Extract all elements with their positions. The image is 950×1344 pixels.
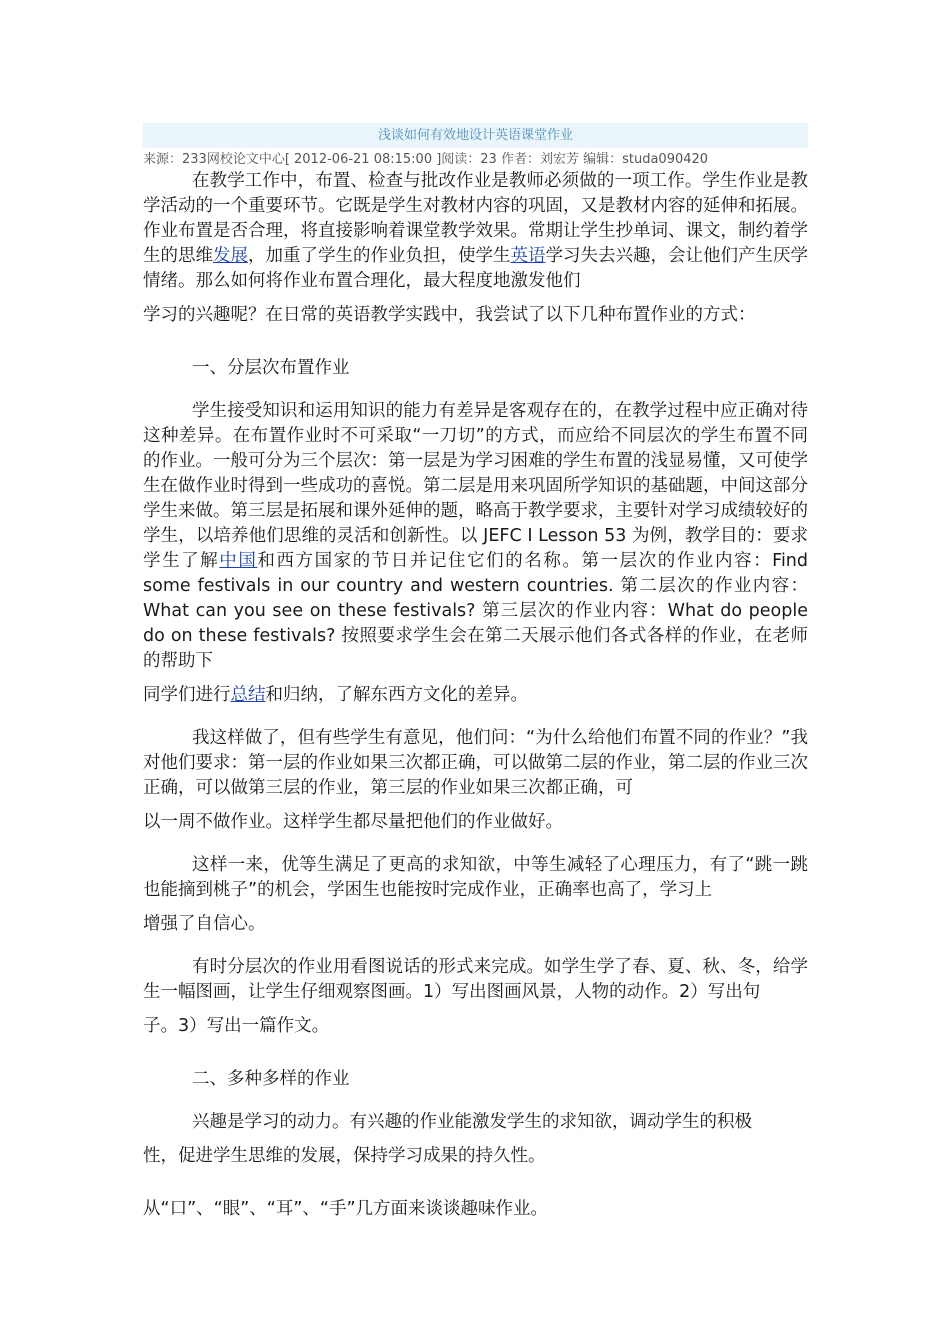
paragraph-results-tail: 增强了自信心。 [143,914,266,934]
paragraph-interest-tail: 性，促进学生思维的发展，保持学习成果的持久性。 [143,1146,546,1166]
paragraph-interest: 兴趣是学习的动力。有兴趣的作业能激发学生的求知欲，调动学生的积极 [192,1112,752,1132]
heading-layered-homework: 一、分层次布置作业 [192,358,350,378]
article-meta: 来源：233网校论文中心[ 2012-06-21 08:15:00 ]阅读：23 作者：刘宏芳 编辑：studa090420 [143,152,709,167]
heading-varied-homework: 二、多种多样的作业 [192,1069,350,1089]
text-span: 和归纳，了解东西方文化的差异。 [265,685,528,705]
text-span: ，加重了学生的作业负担，使学生 [248,246,511,266]
paragraph-layers-tail [143,683,808,708]
paragraph-intro-tail: 学习的兴趣呢？在日常的英语教学实践中，我尝试了以下几种布置作业的方式： [143,305,756,325]
paragraph-intro [143,169,808,294]
link-yingyu[interactable]: 英语 [510,246,546,266]
article-title: 浅谈如何有效地设计英语课堂作业 [143,123,808,148]
paragraph-student-opinion-tail: 以一周不做作业。这样学生都尽量把他们的作业做好。 [143,812,563,832]
paragraph-picture-talk: 有时分层次的作业用看图说话的形式来完成。如学生学了春、夏、秋、冬，给学生一幅图画，让学生仔细观察图画。1）写出图画风景，人物的动作。2）写出句 [143,957,808,1002]
paragraph-senses: 从“口”、“眼”、“耳”、“手”几方面来谈谈趣味作业。 [143,1199,549,1219]
text-span: 在教学工作中，布置、检查与批改作业是教师必须做的一项工作。学生作业是教学活动的一个重要环节。它既是学生对教材内容的巩固，又是教材内容的延伸和拓展。作业布置是否合理，将直接影响着课堂教学效果。常期让学生抄单词、课文，制约着学生的思维 [143,171,808,266]
text-span: 学习失去兴趣，会让他们产生厌学情绪。那么如何将作业布置合理化，最大程度地激发他们 [143,246,808,291]
text-span: 学生接受知识和运用知识的能力有差异是客观存在的，在教学过程中应正确对待这种差异。在布置作业时不可采取“一刀切”的方式，而应给不同层次的学生布置不同的作业。一般可分为三个层次：第一层是为学习困难的学生布置的浅显易懂，又可使学生在做作业时得到一些成功的喜悦。第二层是用来巩固所学知识的基础题，中间这部分学生来做。第三层是拓展和课外延伸的题，略高于教学要求，主要针对学习成绩较好的学生，以培养他们思维的灵活和创新性。以 JEFC I Lesson 53 为例，教学目的：要求学生了解 [143,401,808,571]
link-zhongguo[interactable]: 中国 [219,551,258,571]
text-span: 同学们进行 [143,685,231,705]
paragraph-layers [143,399,808,674]
text-span: 和西方国家的节日并记住它们的名称。第一层次的作业内容：Find some festivals in our country and western countries. 第二层次的作业内容：What can you see on these festivals? 第三层次的作业内容：What do people do on these festivals? 按照要求学生会在第二天展示他们各式各样的作业，在老师的帮助下 [143,551,809,671]
link-zongjie[interactable]: 总结 [230,685,266,705]
link-fazhan[interactable]: 发展 [213,246,248,266]
paragraph-student-opinion: 我这样做了，但有些学生有意见，他们问：“为什么给他们布置不同的作业？”我对他们要求：第一层的作业如果三次都正确，可以做第二层的作业，第二层的作业三次正确，可以做第三层的作业，第三层的作业如果三次都正确，可 [143,728,808,798]
paragraph-picture-talk-tail: 子。3）写出一篇作文。 [143,1016,330,1036]
paragraph-results: 这样一来，优等生满足了更高的求知欲，中等生减轻了心理压力，有了“跳一跳也能摘到桃子”的机会，学困生也能按时完成作业，正确率也高了，学习上 [143,855,808,900]
article-page [143,123,808,1222]
